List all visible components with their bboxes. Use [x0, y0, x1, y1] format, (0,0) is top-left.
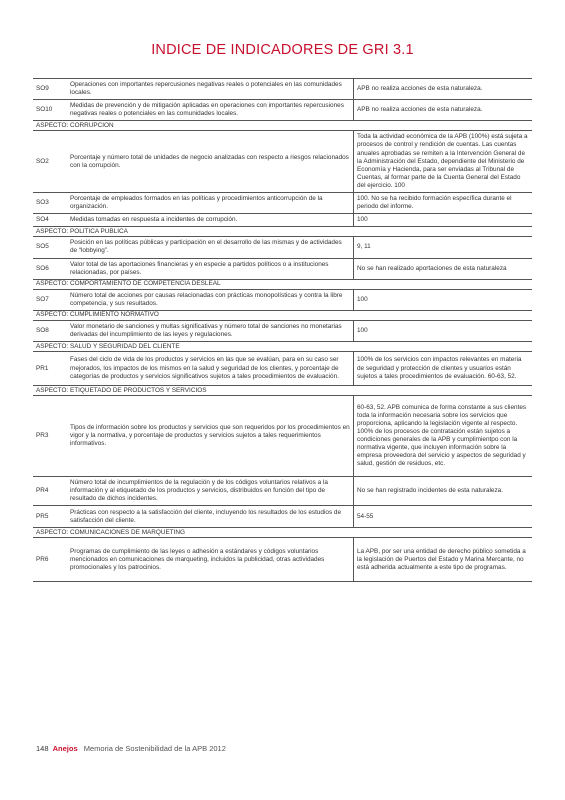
indicator-response: 60-63, 52. APB comunica de forma constante a sus clientes toda la información necesaria sobre los servicios que proporciona, aplicando la legislación vigente al respecto. 100% de los procesos de contratación están sujetos a condiciones generales de la APB y cumplimientpo con la normativa vigente, que incluyen información sobre la empresa proveedora del servicio y aspectos de seguridad y salud, gestión de residuos, etc.	[354, 396, 533, 477]
aspect-label: ASPECTO: COMUNICACIONES DE MARQUETING	[33, 528, 532, 538]
indicator-code: SO10	[33, 100, 67, 121]
indicator-code: PR3	[33, 396, 67, 477]
publication-title: Memoria de Sostenibilidad de la APB 2012	[83, 744, 226, 753]
indicator-row	[33, 352, 532, 386]
indicator-response: APB no realiza acciones de esta naturaleza.	[354, 100, 533, 121]
indicator-response: 100	[354, 289, 533, 310]
indicator-description: Número total de acciones por causas relacionadas con prácticas monopolísticas y contra la libre competencia, y sus resultados.	[67, 289, 354, 310]
indicator-row	[33, 214, 532, 227]
indicator-response: 9, 11	[354, 237, 533, 258]
aspect-label: ASPECTO: ETIQUETADO DE PRODUCTOS Y SERVICIOS	[33, 386, 532, 396]
indicator-code: SO8	[33, 320, 67, 341]
indicator-description: Medidas de prevención y de mitigación aplicadas en operaciones con importantes repercusiones negativas reales o potenciales en las comunidades locales.	[67, 100, 354, 121]
indicator-code: SO9	[33, 79, 67, 100]
indicator-row	[33, 320, 532, 341]
indicator-row	[33, 131, 532, 193]
indicator-row	[33, 506, 532, 528]
page-title: INDICE DE INDICADORES DE GRI 3.1	[151, 42, 414, 58]
aspect-row	[33, 386, 532, 396]
aspect-label: ASPECTO: CORRUPCION	[33, 121, 532, 131]
indicator-code: SO6	[33, 258, 67, 279]
page-number: 148	[36, 744, 49, 753]
indicator-description: Número total de incumplimientos de la regulación y de los códigos voluntarios relativos a la información y al etiquetado de los productos y servicios, distribuidos en función del tipo de resultado de dichos incidentes.	[67, 477, 354, 506]
aspect-row	[33, 121, 532, 131]
indicator-response: No se han realizado aportaciones de esta naturaleza	[354, 258, 533, 279]
indicator-row	[33, 396, 532, 477]
indicator-response: 100	[354, 214, 533, 227]
indicator-row	[33, 193, 532, 214]
indicator-code: PR5	[33, 506, 67, 528]
indicator-code: SO7	[33, 289, 67, 310]
indicator-row	[33, 289, 532, 310]
indicator-description: Porcentaje y número total de unidades de negocio analizadas con respecto a riesgos relacionados con la corrupción.	[67, 131, 354, 193]
indicator-row	[33, 258, 532, 279]
indicator-description: Posición en las políticas públicas y participación en el desarrollo de las mismas y de actividades de “lobbying”.	[67, 237, 354, 258]
indicator-code: SO4	[33, 214, 67, 227]
page-footer	[36, 744, 226, 753]
indicator-description: Valor total de las aportaciones financieras y en especie a partidos políticos o a instituciones relacionadas, por países.	[67, 258, 354, 279]
indicator-response: 100	[354, 320, 533, 341]
indicator-row	[33, 100, 532, 121]
aspect-label: ASPECTO: POLITICA PUBLICA	[33, 227, 532, 237]
indicator-code: PR4	[33, 477, 67, 506]
indicator-row	[33, 477, 532, 506]
aspect-row	[33, 279, 532, 289]
indicator-response: La APB, por ser una entidad de derecho público sometida a la legislación de Puertos del Estado y Marina Mercante, no está adherida actualmente a este tipo de programas.	[354, 538, 533, 582]
indicator-response: Toda la actividad económica de la APB (100%) está sujeta a procesos de control y rendición de cuentas. Las cuentas anuales aprobadas se remiten a la Intervención General de la Administración del Estado, dependiente del Ministerio de Economía y Hacienda, para ser enviadas al Tribunal de Cuentas, al formar parte de la Cuenta General del Estado del ejercicio. 100	[354, 131, 533, 193]
aspect-row	[33, 342, 532, 352]
indicator-response: 54-55	[354, 506, 533, 528]
indicator-response: No se han registrado incidentes de esta naturaleza.	[354, 477, 533, 506]
indicator-description: Fases del ciclo de vida de los productos y servicios en las que se evalúan, para en su caso ser mejorados, los impactos de los mismos en la salud y seguridad de los clientes, y porcentaje de categorías de productos y servicios significativos sujetos a tales procedimientos de evaluación.	[67, 352, 354, 386]
aspect-label: ASPECTO: CUMPLIMIENTO NORMATIVO	[33, 310, 532, 320]
indicator-response: APB no realiza acciones de esta naturaleza.	[354, 79, 533, 100]
gri-indicator-table	[33, 78, 532, 582]
aspect-label: ASPECTO: SALUD Y SEGURIDAD DEL CLIENTE	[33, 342, 532, 352]
indicator-description: Operaciones con importantes repercusiones negativas reales o potenciales en las comunidades locales.	[67, 79, 354, 100]
indicator-row	[33, 79, 532, 100]
indicator-code: SO3	[33, 193, 67, 214]
indicator-code: SO2	[33, 131, 67, 193]
indicator-description: Medidas tomadas en respuesta a incidentes de corrupción.	[67, 214, 354, 227]
indicator-description: Porcentaje de empleados formados en las políticas y procedimientos anticorrupción de la organización.	[67, 193, 354, 214]
indicator-description: Valor monetario de sanciones y multas significativas y número total de sanciones no monetarias derivadas del incumplimiento de las leyes y regulaciones.	[67, 320, 354, 341]
indicator-code: PR1	[33, 352, 67, 386]
section-name: Anejos	[52, 744, 78, 753]
indicator-code: PR6	[33, 538, 67, 582]
aspect-row	[33, 310, 532, 320]
indicator-description: Prácticas con respecto a la satisfacción del cliente, incluyendo los resultados de los estudios de satisfacción del cliente.	[67, 506, 354, 528]
indicator-code: SO5	[33, 237, 67, 258]
indicator-description: Tipos de información sobre los productos y servicios que son requeridos por los procedimientos en vigor y la normativa, y porcentaje de productos y servicios sujetos a tales requerimientos informativos.	[67, 396, 354, 477]
indicator-row	[33, 237, 532, 258]
indicator-response: 100% de los servicios con impactos relevantes en materia de seguridad y protección de clientes y usuarios están sujetos a tales procedimientos de evaluación. 60-63, 52.	[354, 352, 533, 386]
indicator-row	[33, 538, 532, 582]
aspect-label: ASPECTO: COMPORTAMIENTO DE COMPETENCIA DESLEAL	[33, 279, 532, 289]
aspect-row	[33, 528, 532, 538]
aspect-row	[33, 227, 532, 237]
indicator-description: Programas de cumplimiento de las leyes o adhesión a estándares y códigos voluntarios mencionados en comunicaciones de marqueting, incluidos la publicidad, otras actividades promocionales y los patrocinios.	[67, 538, 354, 582]
indicator-response: 100. No se ha recibido formación específica durante el periodo del informe.	[354, 193, 533, 214]
